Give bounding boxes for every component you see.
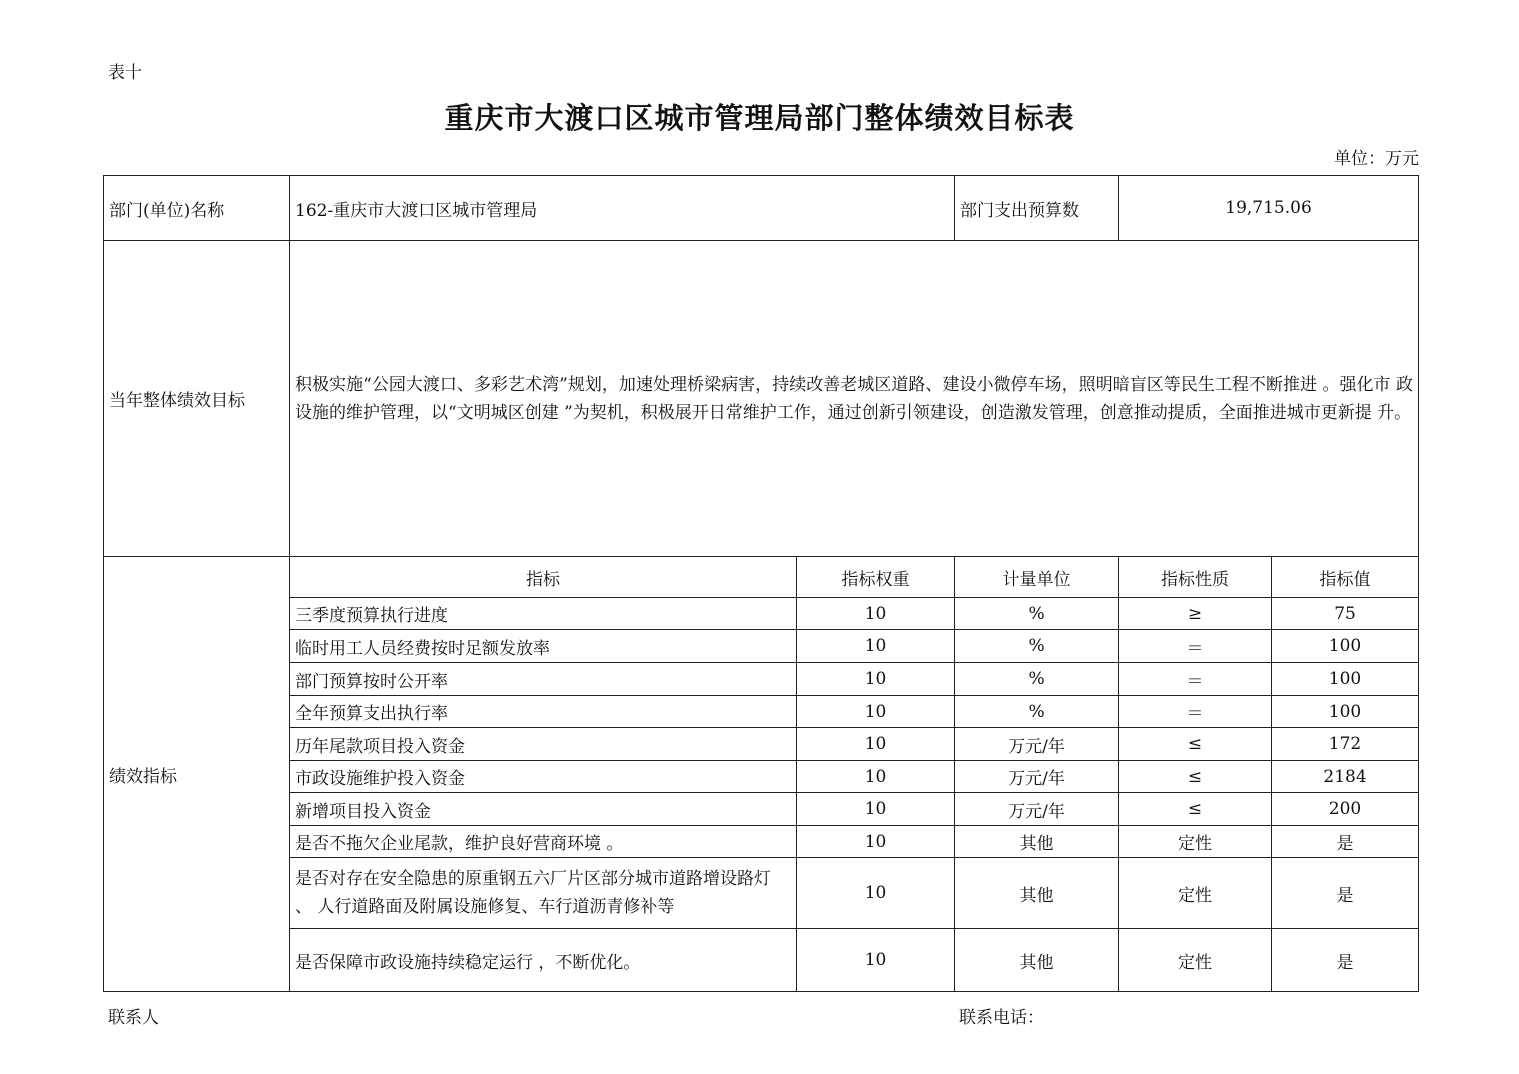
- indicator-nature: 定性: [1119, 858, 1272, 929]
- table-row: [104, 929, 1419, 992]
- indicator-weight: 10: [797, 858, 955, 929]
- indicator-section-label: 绩效指标: [104, 557, 290, 992]
- indicator-unit: 万元/年: [955, 793, 1119, 826]
- indicator-nature: ≥: [1119, 598, 1272, 630]
- goal-row: [104, 241, 1419, 557]
- contact-phone-label: 联系电话：: [959, 1008, 1044, 1028]
- dept-row: [104, 176, 1419, 241]
- indicator-header-row: [104, 557, 1419, 598]
- indicator-name: 市政设施维护投入资金: [290, 761, 797, 793]
- indicator-name: 三季度预算执行进度: [290, 598, 797, 630]
- indicator-value: 100: [1272, 696, 1419, 728]
- table-row: [104, 761, 1419, 793]
- table-number-label: 表十: [108, 63, 142, 83]
- indicator-value: 2184: [1272, 761, 1419, 793]
- indicator-weight: 10: [797, 929, 955, 992]
- indicator-value: 100: [1272, 663, 1419, 696]
- indicator-unit: 其他: [955, 826, 1119, 858]
- indicator-name: 是否保障市政设施持续稳定运行 ，不断优化。: [290, 929, 797, 992]
- indicator-value: 是: [1272, 826, 1419, 858]
- indicator-unit: %: [955, 663, 1119, 696]
- dept-name-label: 部门(单位)名称: [104, 176, 290, 241]
- indicator-nature: ≤: [1119, 728, 1272, 761]
- indicator-unit: 万元/年: [955, 761, 1119, 793]
- indicator-nature: ＝: [1119, 630, 1272, 663]
- indicator-nature: 定性: [1119, 929, 1272, 992]
- contact-person-label: 联系人: [108, 1008, 159, 1028]
- indicator-weight: 10: [797, 598, 955, 630]
- indicator-unit: 其他: [955, 858, 1119, 929]
- goal-label: 当年整体绩效目标: [104, 241, 290, 557]
- table-row: [104, 663, 1419, 696]
- table-row: [104, 728, 1419, 761]
- indicator-nature: ＝: [1119, 696, 1272, 728]
- table-row: [104, 826, 1419, 858]
- indicator-value: 是: [1272, 929, 1419, 992]
- col-header-value: 指标值: [1272, 557, 1419, 598]
- indicator-name: 是否不拖欠企业尾款，维护良好营商环境 。: [290, 826, 797, 858]
- indicator-name: 全年预算支出执行率: [290, 696, 797, 728]
- col-header-nature: 指标性质: [1119, 557, 1272, 598]
- col-header-unit: 计量单位: [955, 557, 1119, 598]
- col-header-weight: 指标权重: [797, 557, 955, 598]
- indicator-unit: %: [955, 630, 1119, 663]
- indicator-weight: 10: [797, 663, 955, 696]
- indicator-weight: 10: [797, 630, 955, 663]
- indicator-name: 历年尾款项目投入资金: [290, 728, 797, 761]
- indicator-unit: %: [955, 696, 1119, 728]
- indicator-weight: 10: [797, 696, 955, 728]
- indicator-weight: 10: [797, 728, 955, 761]
- indicator-weight: 10: [797, 793, 955, 826]
- table-row: [104, 696, 1419, 728]
- indicator-nature: ≤: [1119, 793, 1272, 826]
- indicator-name: 临时用工人员经费按时足额发放率: [290, 630, 797, 663]
- dept-name-value: 162-重庆市大渡口区城市管理局: [290, 176, 955, 241]
- indicator-unit: %: [955, 598, 1119, 630]
- table-row: [104, 858, 1419, 929]
- goal-text: 积极实施“公园大渡口、多彩艺术湾”规划，加速处理桥梁病害，持续改善老城区道路、建设小微停车场，照明暗盲区等民生工程不断推进 。强化市 政设施的维护管理，以“文明城区创建 ”为契机，积极展开日常维护工作，通过创新引领建设，创造激发管理，创意推动提质，全面推进城市更新提 升。: [290, 241, 1419, 557]
- indicator-unit: 其他: [955, 929, 1119, 992]
- indicator-value: 172: [1272, 728, 1419, 761]
- indicator-name: 新增项目投入资金: [290, 793, 797, 826]
- indicator-weight: 10: [797, 761, 955, 793]
- page-title: 重庆市大渡口区城市管理局部门整体绩效目标表: [444, 101, 1075, 135]
- table-row: [104, 793, 1419, 826]
- indicator-value: 100: [1272, 630, 1419, 663]
- indicator-value: 200: [1272, 793, 1419, 826]
- indicator-nature: ≤: [1119, 761, 1272, 793]
- indicator-unit: 万元/年: [955, 728, 1119, 761]
- performance-target-table: [103, 175, 1419, 992]
- indicator-nature: 定性: [1119, 826, 1272, 858]
- unit-label: 单位：万元: [1334, 149, 1419, 169]
- indicator-value: 是: [1272, 858, 1419, 929]
- table-row: [104, 630, 1419, 663]
- dept-budget-label: 部门支出预算数: [955, 176, 1119, 241]
- indicator-name: 部门预算按时公开率: [290, 663, 797, 696]
- indicator-weight: 10: [797, 826, 955, 858]
- dept-budget-value: 19,715.06: [1119, 176, 1419, 241]
- indicator-nature: ＝: [1119, 663, 1272, 696]
- col-header-indicator: 指标: [290, 557, 797, 598]
- indicator-name: 是否对存在安全隐患的原重钢五六厂片区部分城市道路增设路灯 、 人行道路面及附属设施修复、车行道沥青修补等: [290, 858, 797, 929]
- table-row: [104, 598, 1419, 630]
- indicator-value: 75: [1272, 598, 1419, 630]
